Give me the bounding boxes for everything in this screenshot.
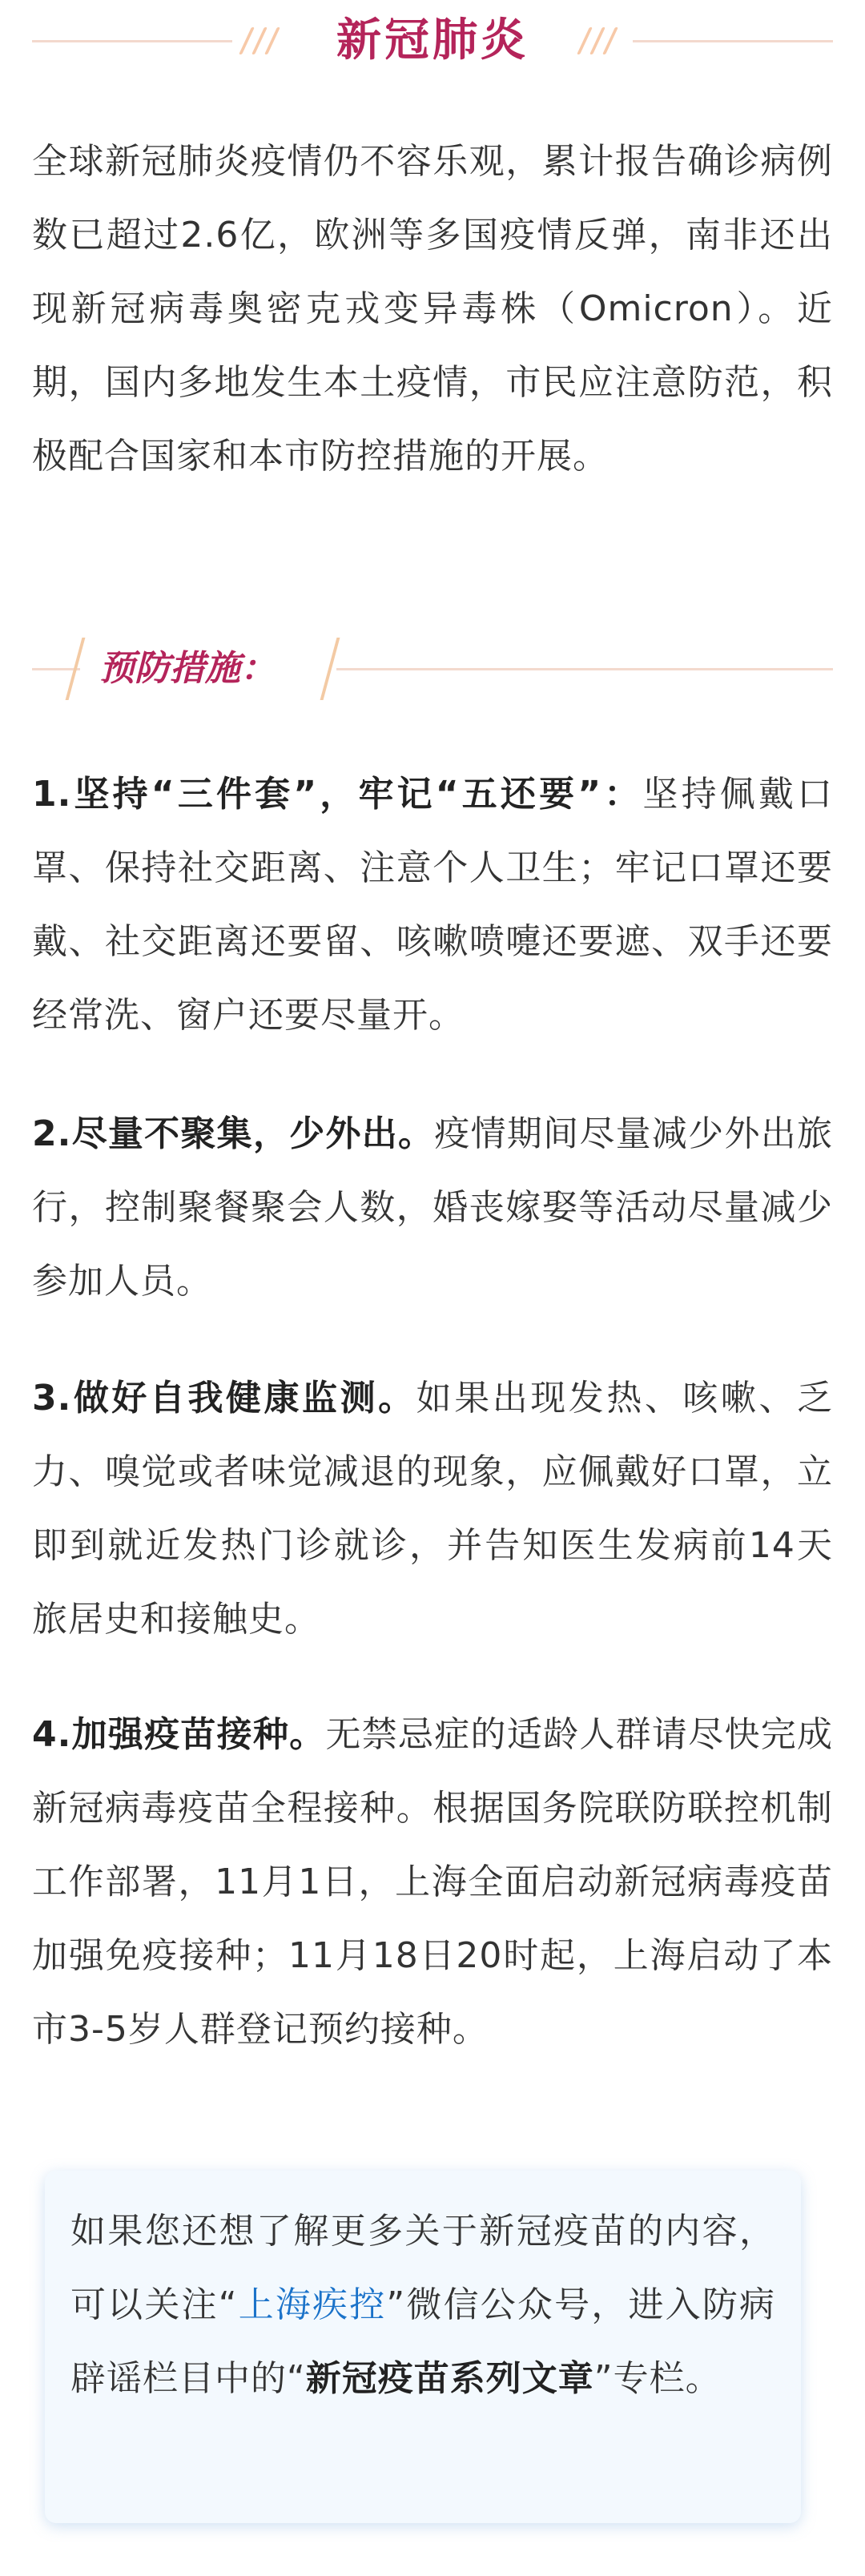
wechat-account-link[interactable]: 上海疾控 bbox=[237, 2284, 387, 2325]
measure-lead: 1.坚持“三件套”，牢记“五还要”： bbox=[32, 774, 643, 815]
intro-paragraph: 全球新冠肺炎疫情仍不容乐观，累计报告确诊病例数已超过2.6亿，欧洲等多国疫情反弹，南非还出现新冠病毒奥密克戎变异毒株（Omicron）。近期，国内多地发生本土疫情，市民应注意防范，积极配合国家和本市防控措施的开展。 bbox=[32, 141, 833, 477]
measure-body: 无禁忌症的适龄人群请尽快完成新冠病毒疫苗全程接种。根据国务院联防联控机制工作部署，11月1日，上海全面启动新冠病毒疫苗加强免疫接种；11月18日20时起，上海启动了本市3-5岁人群登记预约接种。 bbox=[32, 1714, 833, 2050]
info-text-1: 如果您还想了解更多关于新冠疫苗的内容，可以关注“ bbox=[70, 2211, 775, 2325]
measure-item bbox=[32, 1097, 833, 1318]
measure-body: 疫情期间尽量减少外出旅行，控制聚餐聚会人数，婚丧嫁娶等活动尽量减少参加人员。 bbox=[32, 1113, 833, 1302]
measures-heading-row bbox=[0, 633, 865, 705]
info-box bbox=[45, 2171, 801, 2523]
column-name: 新冠疫苗系列文章 bbox=[305, 2358, 594, 2399]
info-text-2: ”微信公众号，进入防病辟谣栏目中的“ bbox=[70, 2284, 776, 2399]
header-divider-left bbox=[32, 40, 232, 42]
header-slashes-right bbox=[578, 26, 626, 58]
measure-lead: 3.做好自我健康监测。 bbox=[32, 1378, 416, 1419]
section-header bbox=[0, 0, 865, 80]
measures-heading: 预防措施： bbox=[99, 648, 276, 689]
info-text-3: ”专栏。 bbox=[593, 2358, 722, 2399]
subhead-divider-right bbox=[336, 668, 833, 670]
measure-body: 如果出现发热、咳嗽、乏力、嗅觉或者味觉减退的现象，应佩戴好口罩，立即到就近发热门诊就诊，并告知医生发病前14天旅居史和接触史。 bbox=[32, 1378, 833, 1640]
header-divider-right bbox=[633, 40, 833, 42]
measure-item bbox=[32, 758, 833, 1053]
measure-body: 坚持佩戴口罩、保持社交距离、注意个人卫生；牢记口罩还要戴、社交距离还要留、咳嗽喷嚏还要遮、双手还要经常洗、窗户还要尽量开。 bbox=[32, 774, 833, 1036]
header-slashes-left bbox=[240, 26, 288, 58]
measure-lead: 4.加强疫苗接种。 bbox=[32, 1714, 326, 1755]
measure-item bbox=[32, 1362, 833, 1656]
measure-lead: 2.尽量不聚集，少外出。 bbox=[32, 1113, 435, 1154]
section-title: 新冠肺炎 bbox=[336, 14, 529, 66]
info-box-text bbox=[70, 2195, 775, 2416]
measure-item bbox=[32, 1698, 833, 2067]
